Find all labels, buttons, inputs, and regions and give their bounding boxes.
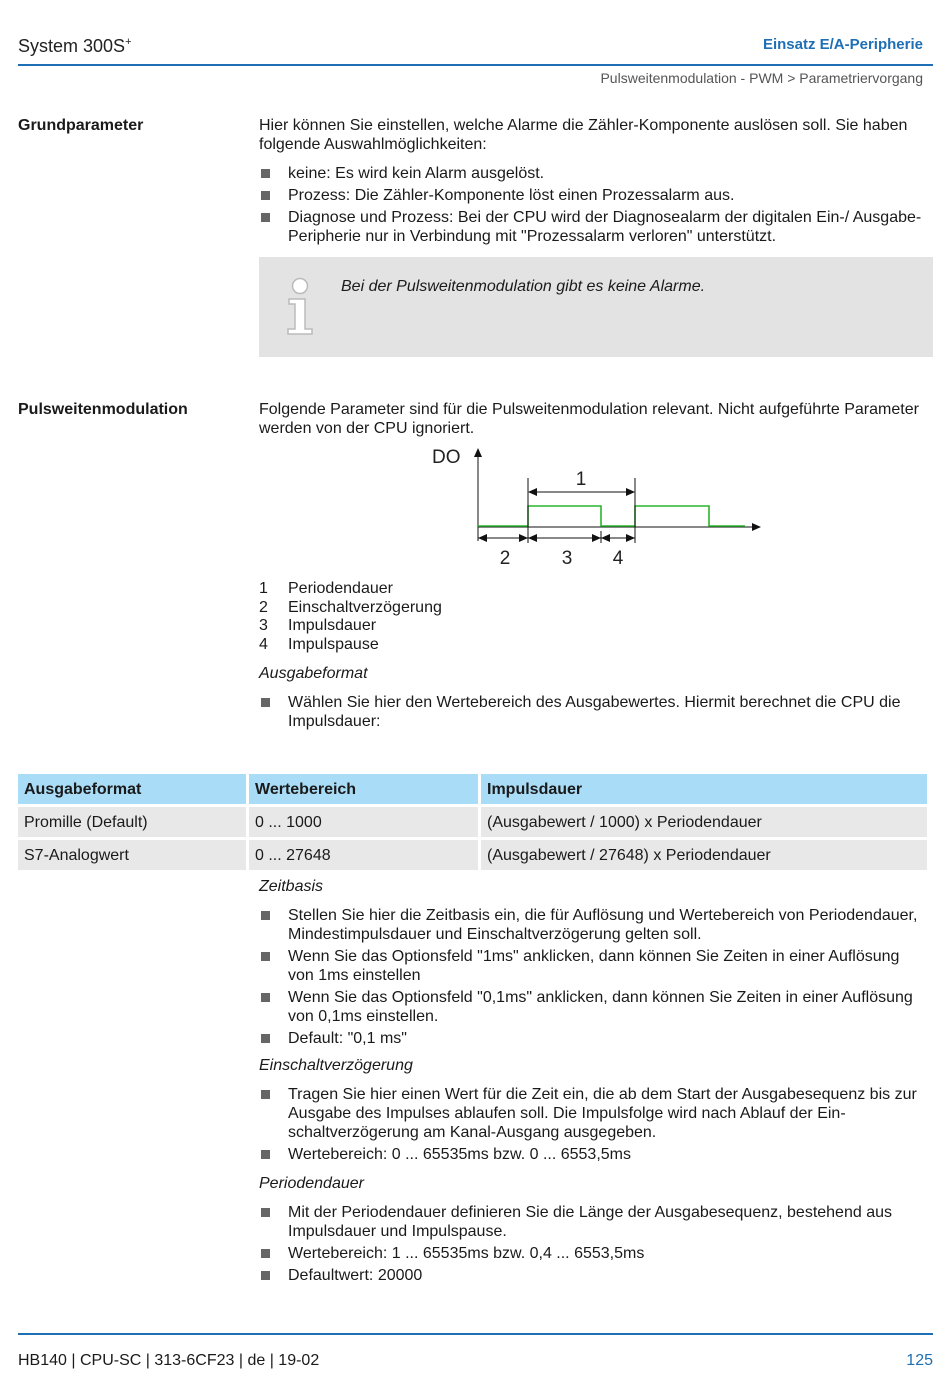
info-icon <box>283 277 317 337</box>
arrow-head <box>601 534 610 542</box>
table-row <box>18 840 927 870</box>
subheading-periodendauer: Periodendauer <box>259 1175 364 1192</box>
chapter-title: Einsatz E/A-Peripherie <box>762 36 923 53</box>
marker-4: 4 <box>612 548 624 569</box>
arrow-head <box>528 534 537 542</box>
arrow-head <box>626 534 635 542</box>
table-cell: Promille (Default) <box>18 807 246 837</box>
table-cell: 0 ... 27648 <box>249 840 478 870</box>
grundparameter-intro: Hier können Sie einstellen, welche Alarme die Zähler-Komponente auslösen soll. Sie haben folgende Auswahlmöglichkeiten: <box>259 117 908 153</box>
header-rule <box>18 64 933 66</box>
arrow-head <box>519 534 528 542</box>
marker-1: 1 <box>575 469 587 490</box>
footer-rule <box>18 1333 933 1335</box>
list-item: Default: "0,1 ms" <box>259 1029 927 1048</box>
list-item: Prozess: Die Zähler-Komponente löst einen Prozessalarm aus. <box>259 186 927 205</box>
arrow-head <box>478 534 487 542</box>
subheading-zeitbasis: Zeitbasis <box>259 878 324 895</box>
ausgabeformat-bullets <box>259 693 927 734</box>
section-label-grundparameter: Grundparameter <box>18 117 144 134</box>
list-item: Wertebereich: 1 ... 65535ms bzw. 0,4 ... 6553,5ms <box>259 1244 927 1263</box>
subheading-einschaltverzoegerung: Einschaltverzögerung <box>259 1057 413 1074</box>
periodendauer-bullets <box>259 1203 927 1288</box>
einschaltverzoegerung-bullets <box>259 1085 927 1167</box>
column-header: Ausgabeformat <box>18 774 246 804</box>
arrow-head <box>626 488 635 496</box>
list-item: Mit der Periodendauer definieren Sie die Länge der Ausgabesequenz, bestehend aus Impulsdauer und Impulspause. <box>259 1203 927 1241</box>
list-item: keine: Es wird kein Alarm ausgelöst. <box>259 164 927 183</box>
table-cell: (Ausgabewert / 27648) x Periodendauer <box>481 840 927 870</box>
list-item: Tragen Sie hier einen Wert für die Zeit ein, die ab dem Start der Ausgabesequenz bis zur Ausgabe des Impulses ablaufen soll. Die Impulsfolge wird nach Ablauf der Einschaltverzögerung am Kanal-Ausgang ausgegeben. <box>259 1085 927 1142</box>
list-item: Wenn Sie das Optionsfeld "1ms" anklicken, dann können Sie Zeiten in einer Auflösung von 1ms einstellen <box>259 947 927 985</box>
pwm-signal <box>478 506 745 526</box>
list-item: Wählen Sie hier den Wertebereich des Ausgabewertes. Hiermit berechnet die CPU die Impulsdauer: <box>259 693 927 731</box>
ausgabeformat-table <box>15 771 930 873</box>
page-number: 125 <box>906 1352 933 1369</box>
legend-row: 2 Einschaltverzögerung <box>259 598 442 616</box>
breadcrumb: Pulsweitenmodulation - PWM > Parametriervorgang <box>600 70 923 86</box>
column-header: Wertebereich <box>249 774 478 804</box>
subheading-ausgabeformat: Ausgabeformat <box>259 665 368 682</box>
legend-row: 1 Periodendauer <box>259 580 393 597</box>
marker-3: 3 <box>561 548 573 569</box>
list-item: Wertebereich: 0 ... 65535ms bzw. 0 ... 6553,5ms <box>259 1145 927 1164</box>
list-item: Defaultwert: 20000 <box>259 1266 927 1285</box>
document-title: System 300S+ <box>18 36 132 56</box>
column-header: Impulsdauer <box>481 774 927 804</box>
grundparameter-bullets <box>259 164 927 249</box>
table-cell: 0 ... 1000 <box>249 807 478 837</box>
pulsweitenmodulation-intro: Folgende Parameter sind für die Pulsweitenmodulation relevant. Nicht aufgeführte Parameter werden von der CPU ignoriert. <box>259 401 919 437</box>
list-item: Diagnose und Prozess: Bei der CPU wird der Diagnosealarm der digitalen Ein-/ Ausgabe-Peripherie nur in Verbindung mit "Prozessalarm verloren" unterstützt. <box>259 208 927 246</box>
list-item: Wenn Sie das Optionsfeld "0,1ms" anklicken, dann können Sie Zeiten in einer Auflösung von 0,1ms einstellen. <box>259 988 927 1026</box>
section-label-pulsweitenmodulation: Pulsweitenmodulation <box>18 401 188 418</box>
table-cell: S7-Analogwert <box>18 840 246 870</box>
arrow-head <box>528 488 537 496</box>
diagram-axis-label: DO <box>432 447 461 468</box>
list-item: Stellen Sie hier die Zeitbasis ein, die für Auflösung und Wertebereich von Periodendauer, Mindestimpulsdauer und Einschaltverzögerung gelten soll. <box>259 906 927 944</box>
legend-row: 3 Impulsdauer <box>259 617 377 634</box>
info-note-box <box>259 257 933 357</box>
diagram-legend <box>259 579 442 653</box>
table-row <box>18 807 927 837</box>
zeitbasis-bullets <box>259 906 927 1051</box>
info-note-text: Bei der Pulsweitenmodulation gibt es keine Alarme. <box>341 278 706 295</box>
table-header-row <box>18 774 927 804</box>
pwm-timing-diagram <box>420 443 770 573</box>
marker-2: 2 <box>499 548 511 569</box>
table-cell: (Ausgabewert / 1000) x Periodendauer <box>481 807 927 837</box>
arrow-head <box>592 534 601 542</box>
legend-row: 4 Impulspause <box>259 635 379 653</box>
footer-document-id: HB140 | CPU-SC | 313-6CF23 | de | 19-02 <box>18 1352 320 1369</box>
